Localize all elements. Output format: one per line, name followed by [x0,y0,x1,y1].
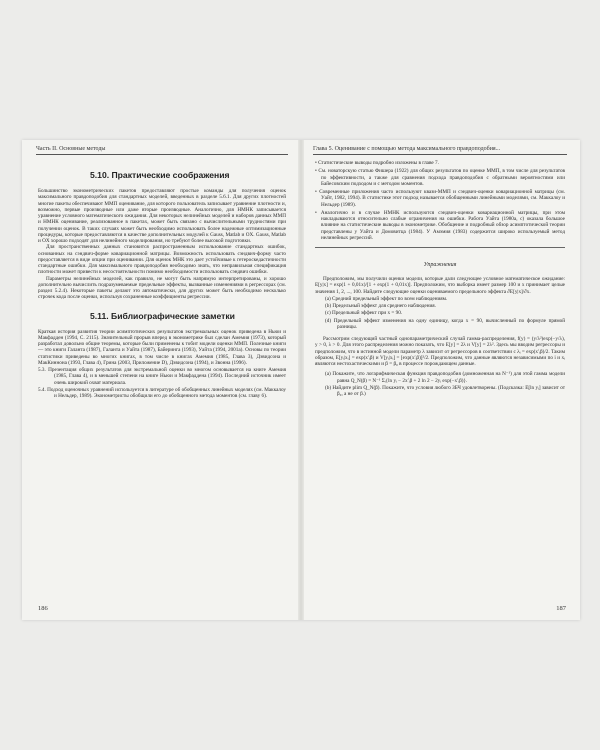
paragraph: Параметры нелинейных моделей, как правило, не могут быть напрямую интерпретированы, и хорошо дополнительно вычислить подразумеваемые предельные эффекты, вызванные изменениями в регрессорах (см. раздел 5.2.4). Некоторые пакеты делают это автоматически, для других может быть необходимо несколько строчек кода после оценки, используя сохраненные коэффициенты регрессии. [38,275,286,301]
exercise-2a: (а) Покажите, что логарифмическая функция правдоподобия (домноженная на N⁻¹) для этой гамма модели равна Q_N(β) = N⁻¹ Σᵢ{ln yᵢ − 2x′ᵢβ + 2 ln 2 − 2yᵢ exp(−x′ᵢβ)}. [325,371,565,384]
left-page [22,140,301,620]
bullet-text: Статистические выводы подробно изложены в главе 7. [318,160,439,166]
right-page-number: 187 [556,605,566,612]
exercise-1d: (d) Предельный эффект изменения на одну единицу, когда x = 90, вычисленный по формуле прямой разницы. [325,317,565,330]
left-header-rule [36,154,288,155]
note-text: Подход оценочных уравнений используется в литературе об обобщенных линейных моделях (см. Маккалоу и Нельдер, 1989). Эконометристы обобщили его до обобщенного метода моментов (см. главу 6). [47,386,286,399]
exercise-2b: (b) Найдите plim Q_N(β). Покажите, что условия любого ЗБЧ удовлетворены. (Подсказка: E[ln yᵢ] зависит от β₀, а не от β.) [325,384,565,397]
exercise-1-intro: Предположим, мы получили оценки модели, которые дали следующее условное математическое ожидание: E[y|x] = exp(1 + 0,01x)/[1 + exp(1 + 0,01x)]. Предположим, что выборка имеет размер 100 и x принимает целые значения 1, 2, ..., 100. Найдите следующие оценки оцениваемого предельного эффекта ∂E[y|x]/∂x. [315,276,565,295]
exercise-1b: (b) Предельный эффект для среднего наблюдения. [325,303,436,309]
bullet-item [315,210,565,241]
exercise-1a: (а) Средний предельный эффект по всем наблюдениям. [325,295,448,302]
book-spread [22,140,580,620]
bullet-text: Аналогично и в случае НМНК используются сэндвич-оценки ковариационной матрицы, при этом накладываются относительно слабые ограничения на ошибки. Работа Уайта (1980а, с) оказала большое влияние на статистические выводы в эконометрике. Обобщение и подробный обзор асимптотической теории представлены у Уайта и Домовитца (1984). У Амэмия (1983) содержится широко используемый метод нелинейных регрессий. [320,209,566,241]
note-5-3 [38,367,286,386]
exercises-title: Упражнения [423,262,457,268]
bullet-mark: • [315,189,317,195]
paragraph: Большинство эконометрических пакетов предоставляют простые команды для получения оценок максимального правдоподобия для стандартных моделей, введенных в разделе 5.6.1. Для других плотностей многие пакеты обеспечивают ММП оценивание, для которого пользователь записывает уравнение плотности и, возможно, первые производные или даже вторые производные. Аналогично, для НМНК записывается уравнение условного математического ожидания. Для некоторых нелинейных моделей и наборов данных ММП и НМНК оценивание, реализованное в пакетах, может быть связано с вычислительными трудностями при получении оценок. В таких случаях может быть необходимо использовать более надежные оптимизационные процедуры, которые предоставляются в качестве дополнительных модулей к Gauss, Matlab и OX. Gauss, Matlab и OX хорошо подходят для нелинейного моделирования, но требуют более высокой подготовки. [38,188,286,244]
paragraph: Краткая история развития теории асимптотических результатов экстремальных оценок приведена в Ньюи и Макфадден (1994, С. 2115). Значительный прорыв вперед в эконометрике был сделан Амемия (1973), который разработал довольно общие теоремы, которые были применены к тобит модели оценки ММП. Полезные книги — это книги Галанта (1987), Галанта и Уайта (1987), Байеринга (1993), Уайта (1994, 2001а). Основы по теории статистики приведены во многих книгах, в том числе в книгах Амемия (1985, Глава 3), Дэвидсона и МакКиннона (1993, Глава 4), Грина (2003, Приложение D), Дэвидсона (1994), и Звонна (1996). [38,328,286,366]
bullet-item [315,189,565,208]
bullet-text: Современные приложения часто используют квази-ММП и сэндвич-оценки ковариационной матрицы (см. Уайт, 1982, 1994). В статистике этот подход называется обобщенными линейными моделями, см. Маккалоу и Нельдер (1989). [319,189,565,208]
bullet-text: См. новаторскую статью Фишера (1922) для общих результатов по оценке ММП, в том числе для результатов по эффективности, а также для сравнения подхода правдоподобия с обратными вероятностями или Байесовским подходом и с методом моментов. [318,168,566,187]
right-running-head: Глава 5. Оценивание с помощью метода максимального правдоподобия... [313,146,501,152]
right-page [301,140,580,620]
note-5-4 [38,387,286,400]
bullet-mark: • [315,168,317,175]
left-page-number: 186 [38,605,48,612]
bullet-mark: • [315,209,317,216]
bullet-mark: • [315,160,317,166]
bullet-item [315,168,565,187]
note-number: 5.3. [38,367,46,373]
bullet-item [315,160,565,166]
exercise-2-intro: Рассмотрим следующий частный однопараметрический случай гамма-распределения, f(y) = (y/λ²)exp(−y/λ), y > 0, λ > 0. Для этого распределения можно показать, что E[y] = 2λ и V[y] = 2λ². Здесь мы вводим регрессоры и предположим, что в истинной модели параметр λ зависит от регрессоров в соответствии с λᵢ = exp(x′ᵢβ)/2. Таким образом, E[yᵢ|xᵢ] = exp(x′ᵢβ) и V[yᵢ|xᵢ] = [exp(x′ᵢβ)]²/2. Предположим, что данные являются независимыми по i и xᵢ являются нестохастическими и β = β₀ в процессе порождающем данные. [315,336,565,367]
left-running-head: Часть II. Основные методы [36,146,106,152]
right-text-column [315,160,565,397]
exercise-1c: (c) Предельный эффект при x = 90. [325,310,403,317]
section-5-11-title: 5.11. Библиографические заметки [90,310,235,321]
note-text: Презентация общих результатов для экстремальной оценки во многом основывается на книге Амемия (1985, Глава 4), и в меньшей степени на книге Ньюи и Макфаддена (1994). Последний источник имеет очень широкий охват материала. [48,367,287,386]
section-5-10-title: 5.10. Практические соображения [90,170,230,180]
note-number: 5.4. [38,386,46,393]
paragraph: Для пространственных данных становится распространенным использование стандартных ошибок, основанных на сэндвич-форме ковариационной матрицы. Возможность использовать сэндвич-форму часто предоставляется в виде опции при оценивании. Для оценок МНК это дает устойчивые к гетероскедастичности стандартные ошибки. Для максимального правдоподобия необходимо знать, что неправильная спецификация плотности может привести к несостоятельности помимо необходимости использовать сэндвич ошибки. [38,244,286,276]
exercises-top-rule [315,247,565,248]
right-header-rule [313,154,567,155]
left-text-column [38,160,286,399]
